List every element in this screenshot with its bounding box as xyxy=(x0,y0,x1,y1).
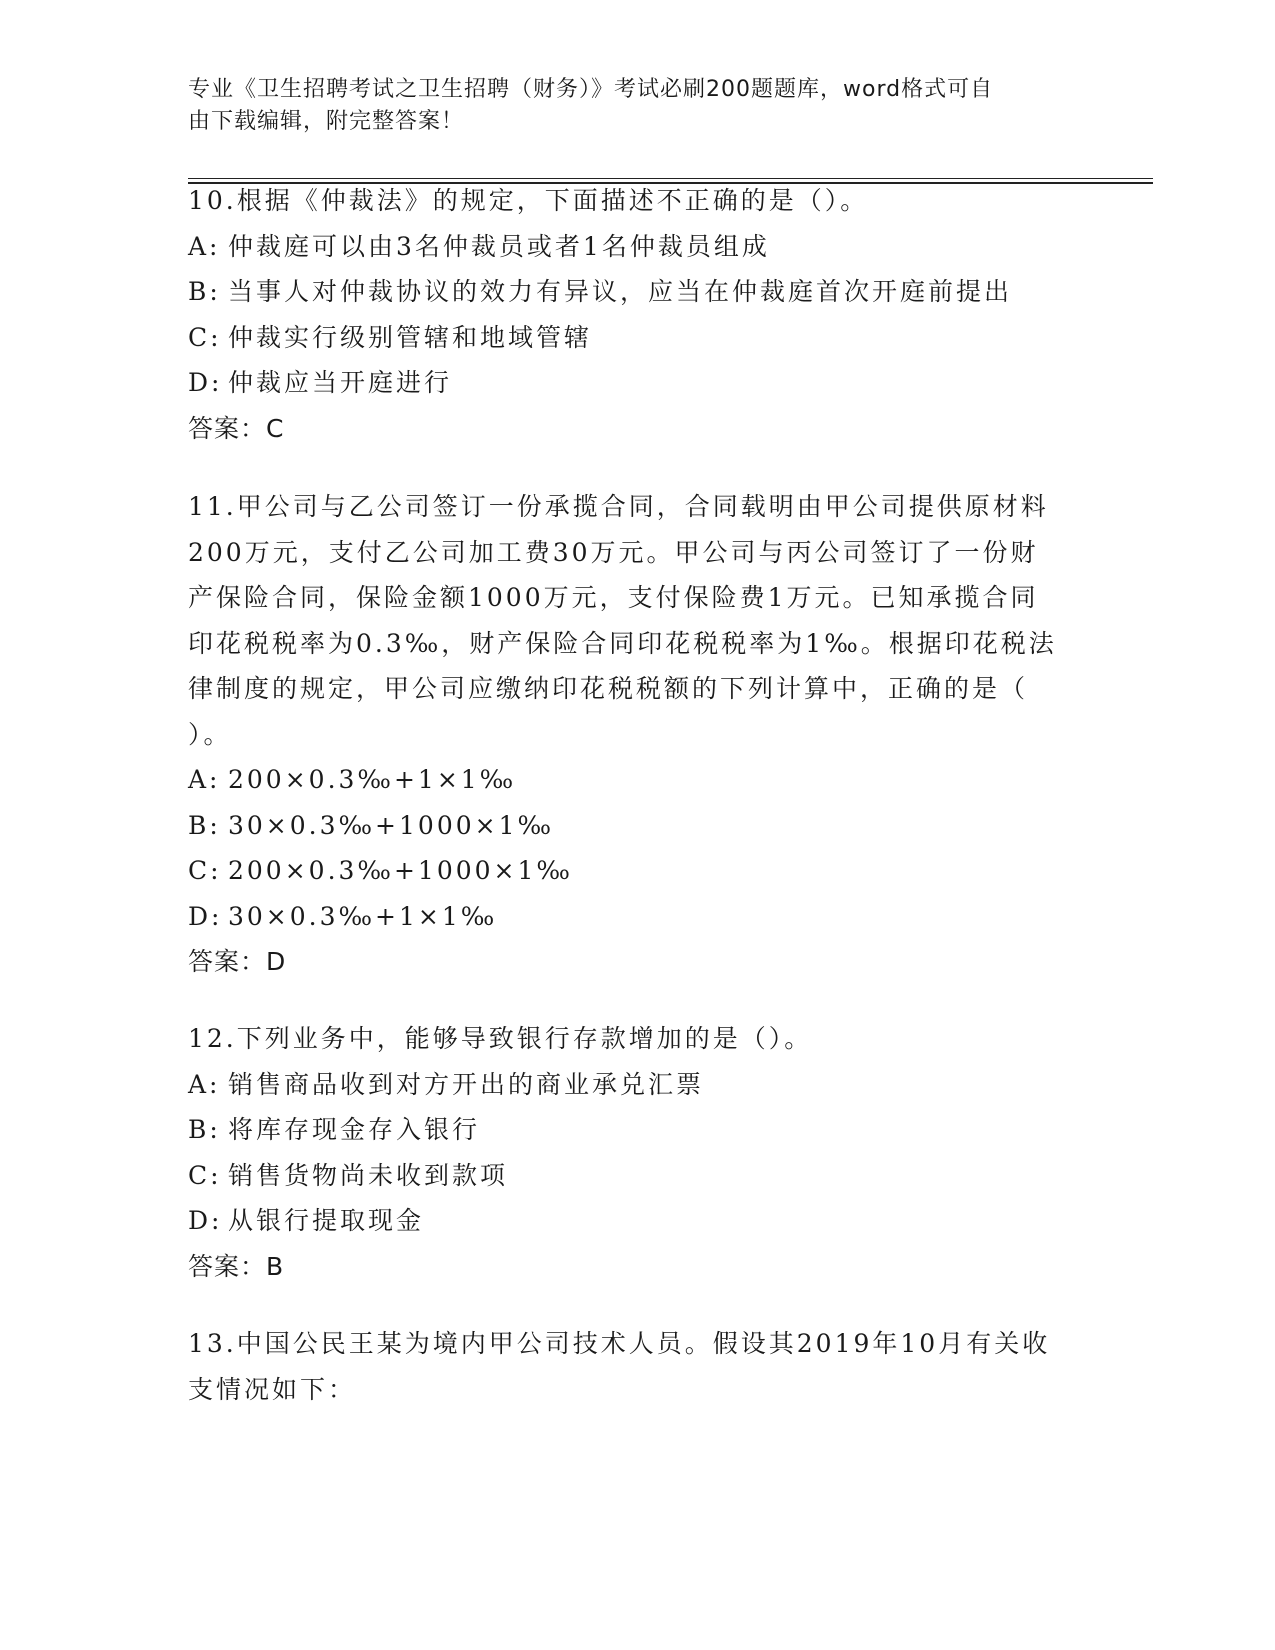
option-letter: B: xyxy=(188,1115,221,1144)
option-letter: C: xyxy=(188,322,222,352)
option-text: 200×0.3‰+1000×1‰ xyxy=(228,856,573,885)
option-text: 仲裁庭可以由3名仲裁员或者1名仲裁员组成 xyxy=(228,231,770,261)
answer-line: 答案：C xyxy=(188,413,285,443)
option-c xyxy=(188,848,1088,894)
option-text: 当事人对仲裁协议的效力有异议，应当在仲裁庭首次开庭前提出 xyxy=(228,277,1013,306)
option-b xyxy=(188,803,1088,849)
question-11 xyxy=(188,484,1088,985)
header-line-2: 由下载编辑，附完整答案！ xyxy=(188,109,465,134)
option-a xyxy=(188,224,1088,270)
option-d xyxy=(188,360,1088,406)
header-line-1: 专业《卫生招聘考试之卫生招聘（财务）》考试必刷200题题库，word格式可自 xyxy=(188,77,994,102)
question-stem-line: 11.甲公司与乙公司签订一份承揽合同，合同载明由甲公司提供原材料 xyxy=(188,492,1049,521)
option-letter: C: xyxy=(188,1160,222,1190)
option-d xyxy=(188,894,1088,940)
question-stem-line: 律制度的规定，甲公司应缴纳印花税税额的下列计算中，正确的是（ xyxy=(188,674,1029,703)
answer-line: 答案：D xyxy=(188,947,287,976)
option-text: 销售货物尚未收到款项 xyxy=(228,1160,509,1190)
question-12 xyxy=(188,1016,1088,1289)
option-letter: B: xyxy=(188,277,221,306)
option-letter: D: xyxy=(188,1206,223,1235)
question-10 xyxy=(188,178,1088,451)
option-c xyxy=(188,1153,1088,1199)
option-text: 从银行提取现金 xyxy=(228,1206,425,1235)
option-text: 仲裁实行级别管辖和地域管辖 xyxy=(228,322,593,352)
question-stem-line: 印花税税率为0.3‰，财产保险合同印花税税率为1‰。根据印花税法 xyxy=(188,628,1057,658)
option-text: 仲裁应当开庭进行 xyxy=(228,368,453,397)
option-letter: D: xyxy=(188,368,223,397)
option-text: 200×0.3‰+1×1‰ xyxy=(228,765,517,794)
question-13 xyxy=(188,1321,1088,1412)
option-text: 将库存现金存入银行 xyxy=(228,1115,481,1144)
option-letter: C: xyxy=(188,856,222,885)
option-text: 销售商品收到对方开出的商业承兑汇票 xyxy=(228,1069,705,1099)
option-d xyxy=(188,1198,1088,1244)
document-header xyxy=(188,74,1068,138)
option-letter: A: xyxy=(188,1069,221,1099)
question-stem-line: 支情况如下： xyxy=(188,1374,357,1404)
answer-line: 答案：B xyxy=(188,1251,285,1281)
option-letter: D: xyxy=(188,901,223,931)
option-text: 30×0.3‰+1×1‰ xyxy=(228,901,498,931)
question-stem-line: 12.下列业务中，能够导致银行存款增加的是（）。 xyxy=(188,1024,813,1053)
question-stem-line: 产保险合同，保险金额1000万元，支付保险费1万元。已知承揽合同 xyxy=(188,583,1039,612)
option-b xyxy=(188,269,1088,315)
question-stem-line: ）。 xyxy=(188,719,232,749)
question-stem-line: 200万元，支付乙公司加工费30万元。甲公司与丙公司签订了一份财 xyxy=(188,537,1039,567)
option-text: 30×0.3‰+1000×1‰ xyxy=(228,810,555,840)
option-a xyxy=(188,757,1088,803)
question-stem-line: 10.根据《仲裁法》的规定，下面描述不正确的是（）。 xyxy=(188,186,869,215)
option-b xyxy=(188,1107,1088,1153)
option-letter: A: xyxy=(188,231,221,261)
question-stem-line: 13.中国公民王某为境内甲公司技术人员。假设其2019年10月有关收 xyxy=(188,1329,1051,1358)
option-letter: B: xyxy=(188,810,221,840)
option-c xyxy=(188,315,1088,361)
option-letter: A: xyxy=(188,765,221,794)
option-a xyxy=(188,1062,1088,1108)
